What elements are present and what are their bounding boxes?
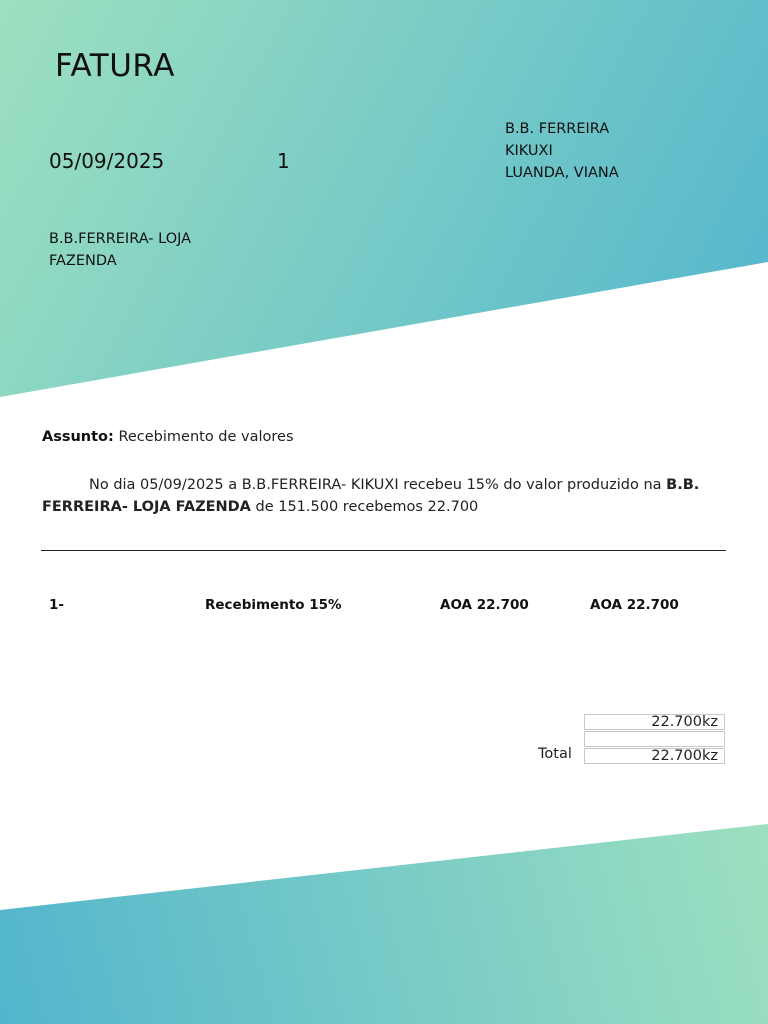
- item-amount: AOA 22.700: [590, 597, 679, 613]
- body-part2: de 151.500 recebemos 22.700: [255, 499, 479, 515]
- subject-label: Assunto:: [42, 429, 114, 445]
- client-line1: B.B.FERREIRA- LOJA: [49, 231, 192, 247]
- subtotal-cell: 22.700kz: [584, 714, 725, 730]
- blank-cell: [584, 731, 725, 747]
- invoice-number: 1: [277, 149, 290, 173]
- client-address: [49, 228, 191, 272]
- issuer-line2: KIKUXI: [505, 143, 553, 159]
- total-cell: 22.700kz: [584, 748, 725, 764]
- subject-line: [42, 429, 294, 445]
- invoice-date: 05/09/2025: [49, 149, 165, 173]
- item-index: 1-: [49, 597, 64, 613]
- issuer-address: [505, 118, 619, 184]
- total-label: Total: [538, 746, 572, 762]
- issuer-name: B.B. FERREIRA: [505, 121, 610, 137]
- divider: [41, 550, 726, 551]
- issuer-line3: LUANDA, VIANA: [505, 165, 619, 181]
- body-paragraph: [42, 474, 732, 518]
- subject-text: Recebimento de valores: [118, 429, 294, 445]
- body-part1: No dia 05/09/2025 a B.B.FERREIRA- KIKUXI recebeu 15% do valor produzido na: [89, 477, 662, 493]
- client-line2: FAZENDA: [49, 253, 117, 269]
- footer-gradient-band: [0, 824, 768, 1024]
- body-bold: B.B. FERREIRA- LOJA FAZENDA: [42, 477, 700, 515]
- item-unit-price: AOA 22.700: [440, 597, 529, 613]
- item-description: Recebimento 15%: [205, 597, 342, 613]
- document-title: FATURA: [55, 48, 175, 84]
